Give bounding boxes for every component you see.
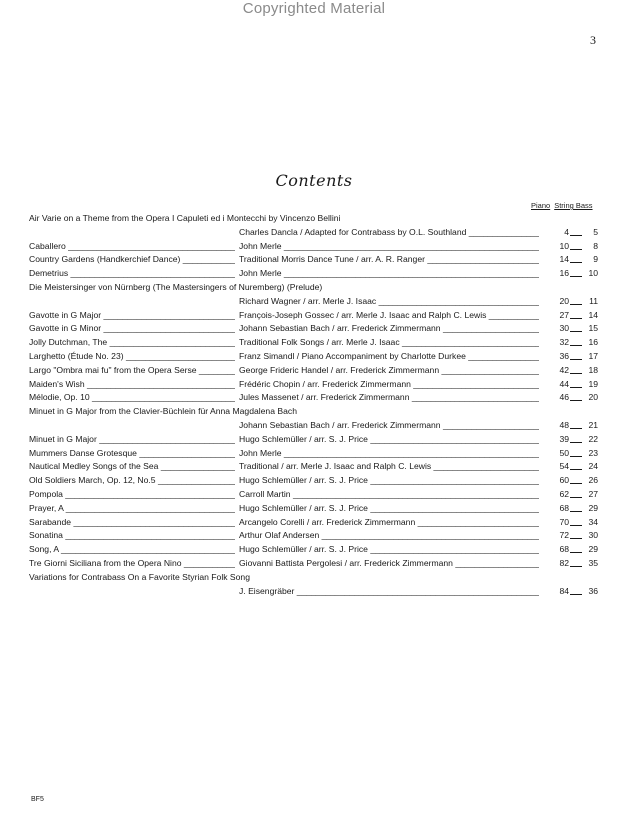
entry-composer: John Merle _____ xyxy=(239,241,539,251)
toc-entry-title-row xyxy=(29,404,599,418)
entry-composer: Traditional / arr. Merle J. Isaac and Ralph C. Lewis _____ xyxy=(239,461,539,471)
entry-composer: J. Eisengräber _____ xyxy=(239,586,539,596)
toc-entry xyxy=(29,459,599,473)
piano-page: 32 xyxy=(559,337,569,348)
page-number: 3 xyxy=(590,33,596,47)
piano-page: 72 xyxy=(559,530,569,541)
entry-composer: Arthur Olaf Andersen _____ xyxy=(239,530,539,540)
entry-composer: Hugo Schlemüller / arr. S. J. Price _____ xyxy=(239,434,539,444)
bass-page: 5 xyxy=(593,226,598,237)
entry-title: Larghetto (Étude No. 23) _____ xyxy=(29,351,235,361)
bass-page: 24 xyxy=(588,461,598,472)
toc-entry xyxy=(29,501,599,515)
toc-entry-title-row xyxy=(29,570,599,584)
bass-page: 15 xyxy=(588,323,598,334)
entry-title: Maiden's Wish _____ xyxy=(29,379,235,389)
page-title: Contents xyxy=(275,171,353,190)
toc-entry xyxy=(29,294,599,308)
piano-column-heading: Piano xyxy=(531,201,551,210)
entry-composer: Hugo Schlemüller / arr. S. J. Price _____ xyxy=(239,503,539,513)
piano-page: 36 xyxy=(559,350,569,361)
toc-entry xyxy=(29,335,599,349)
toc-entry xyxy=(29,446,599,460)
entry-composer: Johann Sebastian Bach / arr. Frederick Zimmermann _____ xyxy=(239,420,539,430)
toc-entry xyxy=(29,266,599,280)
entry-title: Tre Giorni Siciliana from the Opera Nino _____ xyxy=(29,558,235,568)
entry-composer: Frédéric Chopin / arr. Frederick Zimmermann _____ xyxy=(239,379,539,389)
entry-title: Gavotte in G Minor _____ xyxy=(29,323,235,333)
bass-page: 29 xyxy=(588,544,598,555)
entry-title: Pompola _____ xyxy=(29,489,235,499)
entry-composer: Traditional Morris Dance Tune / arr. A. R. Ranger _____ xyxy=(239,254,539,264)
bass-page: 10 xyxy=(588,268,598,279)
toc-entry xyxy=(29,321,599,335)
entry-title: Demetrius _____ xyxy=(29,268,235,278)
entry-title: Mummers Danse Grotesque _____ xyxy=(29,448,235,458)
entry-composer: Jules Massenet / arr. Frederick Zimmermann _____ xyxy=(239,392,539,402)
bass-page: 35 xyxy=(588,557,598,568)
bass-page: 17 xyxy=(588,350,598,361)
entry-composer: Charles Dancla / Adapted for Contrabass by O.L. Southland _____ xyxy=(239,227,539,237)
toc-entry xyxy=(29,556,599,570)
footer-code: BF5 xyxy=(31,796,44,803)
entry-composer: Arcangelo Corelli / arr. Frederick Zimmermann _____ xyxy=(239,517,539,527)
piano-page: 60 xyxy=(559,475,569,486)
entry-composer: Hugo Schlemüller / arr. S. J. Price _____ xyxy=(239,544,539,554)
toc-entry xyxy=(29,377,599,391)
entry-title: Jolly Dutchman, The _____ xyxy=(29,337,235,347)
piano-page: 30 xyxy=(559,323,569,334)
bass-page: 22 xyxy=(588,433,598,444)
bass-page: 9 xyxy=(593,254,598,265)
toc-entry xyxy=(29,225,599,239)
bass-page: 18 xyxy=(588,364,598,375)
piano-page: 4 xyxy=(564,226,569,237)
entry-title: Nautical Medley Songs of the Sea _____ xyxy=(29,461,235,471)
bass-page: 29 xyxy=(588,502,598,513)
piano-page: 68 xyxy=(559,502,569,513)
piano-page: 16 xyxy=(559,268,569,279)
piano-page: 27 xyxy=(559,309,569,320)
entry-title: Variations for Contrabass On a Favorite Styrian Folk Song xyxy=(29,571,250,582)
watermark: Copyrighted Material xyxy=(242,0,386,17)
bass-page: 14 xyxy=(588,309,598,320)
toc-entry xyxy=(29,390,599,404)
toc-entry xyxy=(29,515,599,529)
bass-page: 8 xyxy=(593,240,598,251)
bass-page: 20 xyxy=(588,392,598,403)
entry-title: Sonatina _____ xyxy=(29,530,235,540)
piano-page: 14 xyxy=(559,254,569,265)
toc-entry-title-row xyxy=(29,280,599,294)
column-headings xyxy=(531,201,597,210)
entry-composer: John Merle _____ xyxy=(239,448,539,458)
piano-page: 82 xyxy=(559,557,569,568)
toc-entry xyxy=(29,308,599,322)
bass-page: 36 xyxy=(588,585,598,596)
entry-title: Mélodie, Op. 10 _____ xyxy=(29,392,235,402)
bass-page: 30 xyxy=(588,530,598,541)
toc-entry xyxy=(29,528,599,542)
piano-page: 62 xyxy=(559,488,569,499)
entry-title: Caballero _____ xyxy=(29,241,235,251)
piano-page: 46 xyxy=(559,392,569,403)
piano-page: 10 xyxy=(559,240,569,251)
toc-entry xyxy=(29,487,599,501)
entry-title: Gavotte in G Major _____ xyxy=(29,310,235,320)
entry-composer: Richard Wagner / arr. Merle J. Isaac _____ xyxy=(239,296,539,306)
entry-composer: Carroll Martin _____ xyxy=(239,489,539,499)
toc-entry-title-row xyxy=(29,211,599,225)
toc-entry xyxy=(29,432,599,446)
entry-title: Country Gardens (Handkerchief Dance) _____ xyxy=(29,254,235,264)
entry-title: Old Soldiers March, Op. 12, No.5 _____ xyxy=(29,475,235,485)
entry-composer: Giovanni Battista Pergolesi / arr. Frederick Zimmermann _____ xyxy=(239,558,539,568)
entry-composer: François-Joseph Gossec / arr. Merle J. Isaac and Ralph C. Lewis _____ xyxy=(239,310,539,320)
piano-page: 50 xyxy=(559,447,569,458)
toc-entry xyxy=(29,363,599,377)
bass-page: 21 xyxy=(588,419,598,430)
entry-title: Air Varie on a Theme from the Opera I Capuleti ed i Montecchi by Vincenzo Bellini xyxy=(29,213,341,223)
toc-entry xyxy=(29,542,599,556)
piano-page: 44 xyxy=(559,378,569,389)
entry-composer: George Frideric Handel / arr. Frederick Zimmermann _____ xyxy=(239,365,539,375)
entry-title: Minuet in G Major _____ xyxy=(29,434,235,444)
piano-page: 54 xyxy=(559,461,569,472)
bass-page: 26 xyxy=(588,475,598,486)
toc-entry xyxy=(29,584,599,598)
entry-title: Prayer, A _____ xyxy=(29,503,235,513)
piano-page: 20 xyxy=(559,295,569,306)
toc-entry xyxy=(29,473,599,487)
entry-composer: Franz Simandl / Piano Accompaniment by Charlotte Durkee _____ xyxy=(239,351,539,361)
bass-page: 34 xyxy=(588,516,598,527)
toc-entry xyxy=(29,252,599,266)
piano-page: 70 xyxy=(559,516,569,527)
entry-title: Sarabande _____ xyxy=(29,517,235,527)
entry-title: Song, A _____ xyxy=(29,544,235,554)
piano-page: 68 xyxy=(559,544,569,555)
entry-composer: John Merle _____ xyxy=(239,268,539,278)
piano-page: 48 xyxy=(559,419,569,430)
entry-composer: Traditional Folk Songs / arr. Merle J. Isaac _____ xyxy=(239,337,539,347)
bass-page: 27 xyxy=(588,488,598,499)
entry-composer: Johann Sebastian Bach / arr. Frederick Zimmermann _____ xyxy=(239,323,539,333)
toc-entry xyxy=(29,349,599,363)
piano-page: 39 xyxy=(559,433,569,444)
entry-title: Minuet in G Major from the Clavier-Büchlein für Anna Magdalena Bach xyxy=(29,406,297,417)
entry-title: Die Meistersinger von Nürnberg (The Mastersingers of Nuremberg) (Prelude) xyxy=(29,281,323,292)
bass-page: 16 xyxy=(588,337,598,348)
table-of-contents xyxy=(29,211,599,597)
piano-page: 42 xyxy=(559,364,569,375)
entry-title: Largo "Ombra mai fu" from the Opera Serse _____ xyxy=(29,365,235,375)
string-bass-column-heading: String Bass xyxy=(554,201,593,210)
bass-page: 19 xyxy=(588,378,598,389)
toc-entry xyxy=(29,239,599,253)
entry-composer: Hugo Schlemüller / arr. S. J. Price _____ xyxy=(239,475,539,485)
bass-page: 11 xyxy=(589,295,598,306)
piano-page: 84 xyxy=(559,585,569,596)
toc-entry xyxy=(29,418,599,432)
bass-page: 23 xyxy=(588,447,598,458)
